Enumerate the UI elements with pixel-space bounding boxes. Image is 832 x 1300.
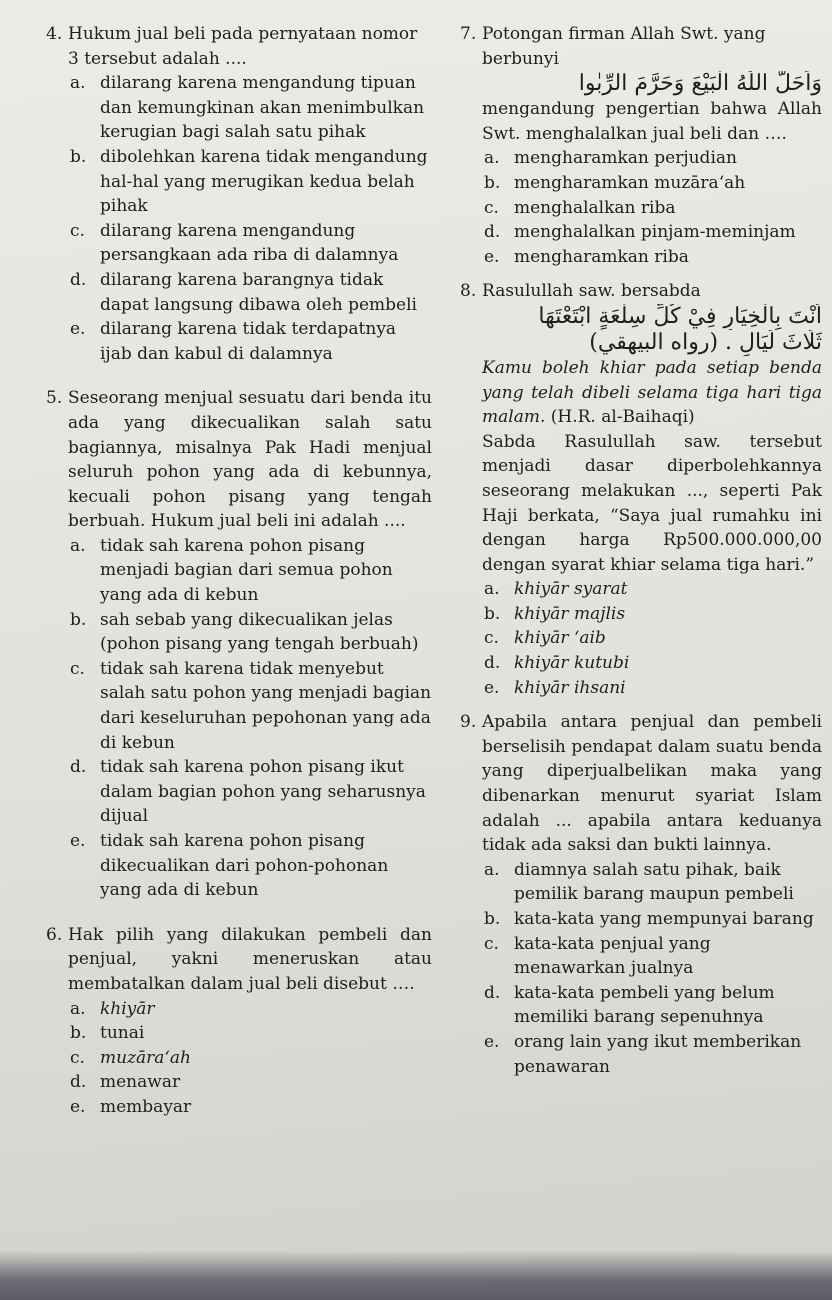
question-stem: Rasulullah saw. bersabda bbox=[482, 281, 701, 302]
hadith-translation: Kamu boleh khiar pada setiap benda yang telah dibeli selama tiga hari tiga malam. bbox=[482, 357, 822, 428]
option-e: e. khiyār ihsani bbox=[484, 677, 626, 698]
option-e: e. mengharamkan riba bbox=[484, 246, 689, 267]
option-c: c. muzāra‘ah bbox=[70, 1047, 191, 1068]
option-b: b. sah sebab yang dikecualikan jelas (pohon pisang yang tengah berbuah) bbox=[70, 609, 419, 655]
question-number: 9. bbox=[460, 712, 477, 733]
question-6 bbox=[46, 923, 432, 1120]
option-c: c. dilarang karena mengandung persangkaan ada riba di dalamnya bbox=[70, 220, 399, 266]
option-e: e. membayar bbox=[70, 1096, 192, 1117]
option-a: a. mengharamkan perjudian bbox=[484, 148, 737, 169]
option-d: d. kata-kata pembeli yang belum memiliki barang sepenuhnya bbox=[484, 982, 775, 1028]
left-column bbox=[46, 22, 432, 1120]
arabic-verse: وَاَحَلَّ اللّٰهُ الْبَيْعَ وَحَرَّمَ الرِّبٰوا bbox=[578, 71, 822, 97]
option-a: a. khiyār bbox=[70, 998, 155, 1019]
option-c: c. kata-kata penjual yang menawarkan jualnya bbox=[484, 933, 711, 979]
bottom-shadow bbox=[0, 1250, 832, 1300]
option-d: d. khiyār kutubi bbox=[484, 653, 630, 674]
question-number: 6. bbox=[46, 924, 63, 945]
question-stem: Apabila antara penjual dan pembeli berselisih pendapat dalam suatu benda yang diperjualbelikan maka yang dibenarkan menurut syariat Islam adalah ... apabila antara keduanya tidak ada saksi dan bukti lainnya. bbox=[482, 712, 822, 856]
question-stem: Hak pilih yang dilakukan pembeli dan penjual, yakni meneruskan atau membatalkan dalam jual beli disebut …. bbox=[68, 924, 432, 994]
option-a: a. tidak sah karena pohon pisang menjadi bagian dari semua pohon yang ada di kebun bbox=[70, 535, 393, 606]
option-b: b. tunai bbox=[70, 1023, 145, 1044]
question-stem-continued: mengandung pengertian bahwa Allah Swt. menghalalkan jual beli dan …. bbox=[482, 99, 822, 144]
option-d: d. menawar bbox=[70, 1072, 181, 1093]
question-8 bbox=[460, 279, 822, 700]
option-e: e. tidak sah karena pohon pisang dikecualikan dari pohon-pohonan yang ada di kebun bbox=[70, 831, 389, 901]
option-b: b. mengharamkan muzāra‘ah bbox=[484, 172, 746, 193]
question-stem: Hukum jual beli pada pernyataan nomor 3 tersebut adalah .... bbox=[68, 24, 418, 69]
option-c: c. tidak sah karena tidak menyebut salah satu pohon yang menjadi bagian dari keseluruhan pepohonan yang ada di kebun bbox=[70, 658, 432, 753]
option-c: c. menghalalkan riba bbox=[484, 197, 676, 218]
option-b: b. kata-kata yang mempunyai barang bbox=[484, 909, 814, 929]
option-b: b. khiyār majlis bbox=[484, 603, 626, 624]
option-b: b. dibolehkan karena tidak mengandung hal-hal yang merugikan kedua belah pihak bbox=[70, 146, 428, 217]
option-e: e. dilarang karena tidak terdapatnya ijab dan kabul di dalamnya bbox=[70, 319, 397, 364]
question-stem: Seseorang menjual sesuatu dari benda itu ada yang dikecualikan salah satu bagiannya, misalnya Pak Hadi menjual seluruh pohon yang ada di kebunnya, kecuali pohon pisang yang tengah berbuah. Hukum jual beli ini adalah .... bbox=[68, 388, 432, 532]
question-4 bbox=[46, 22, 432, 366]
option-c: c. khiyār ‘aib bbox=[484, 628, 606, 649]
question-7 bbox=[460, 22, 822, 269]
option-d: d. menghalalkan pinjam-meminjam bbox=[484, 222, 796, 243]
option-a: a. khiyār syarat bbox=[484, 579, 628, 600]
question-body: Sabda Rasulullah saw. tersebut menjadi dasar diperbolehkannya seseorang melakukan ..., seperti Pak Haji berkata, “Saya jual rumahku ini dengan harga Rp500.000.000,00 dengan syarat khiar selama tiga hari.” bbox=[482, 431, 822, 575]
option-d: d. tidak sah karena pohon pisang ikut dalam bagian pohon yang seharusnya dijual bbox=[70, 757, 426, 827]
arabic-hadith-line-2: ثَلَاثَ لَيَالٍ . (رواه البيهقي) bbox=[589, 329, 822, 355]
question-number: 7. bbox=[460, 24, 477, 44]
question-stem: Potongan firman Allah Swt. yang berbunyi bbox=[482, 24, 766, 69]
option-d: d. dilarang karena barangnya tidak dapat langsung dibawa oleh pembeli bbox=[70, 269, 417, 315]
arabic-hadith-line-1: اَنْتَ بِالْخِيَارِ فِيْ كُلِّ سِلْعَةٍ ابْتَعْتَهَا bbox=[538, 303, 822, 329]
question-number: 8. bbox=[460, 281, 477, 302]
right-column bbox=[460, 22, 822, 1079]
option-a: a. diamnya salah satu pihak, baik pemilik barang maupun pembeli bbox=[484, 859, 794, 905]
hadith-source: (H.R. al-Baihaqi) bbox=[550, 407, 695, 428]
question-number: 5. bbox=[46, 388, 63, 409]
question-9 bbox=[460, 710, 822, 1079]
question-number: 4. bbox=[46, 24, 63, 44]
question-5 bbox=[46, 386, 432, 902]
option-a: a. dilarang karena mengandung tipuan dan kemungkinan akan menimbulkan kerugian bagi salah satu pihak bbox=[70, 73, 425, 143]
option-e: e. orang lain yang ikut memberikan penawaran bbox=[484, 1031, 802, 1077]
